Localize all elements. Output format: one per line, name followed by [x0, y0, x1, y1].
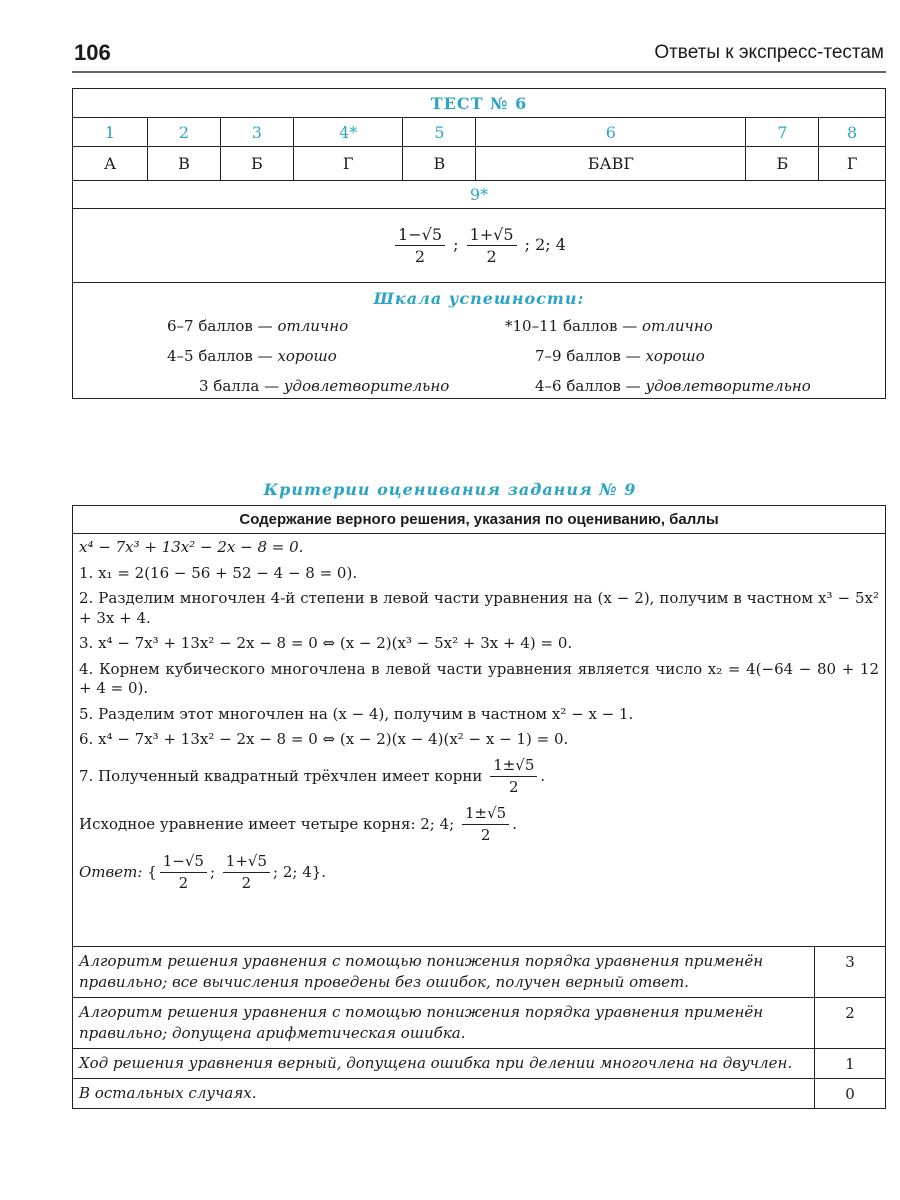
question-number: 3: [220, 118, 293, 147]
question-number: 5: [403, 118, 476, 147]
answer-cell: БАВГ: [476, 147, 746, 181]
task9-label: 9*: [73, 181, 886, 209]
scale-line: 4–6 баллов — удовлетворительно: [535, 377, 811, 395]
fraction: $\frac{1-√5}{2}$: [395, 225, 445, 266]
criteria-row: [73, 1049, 886, 1079]
answer-cell: В: [403, 147, 476, 181]
solution-step: 4. Корнем кубического многочлена в левой части уравнения является число x₂ = 4(−64 − 80 + 12 + 4 = 0).: [79, 659, 879, 697]
criteria-row: [73, 1079, 886, 1109]
scale-line: 4–5 баллов — хорошо: [167, 347, 337, 365]
question-number: 7: [746, 118, 819, 147]
question-number: 2: [148, 118, 221, 147]
fraction: $\frac{1\pm√5}{2}$: [462, 804, 509, 846]
fraction: $\frac{1+√5}{2}$: [467, 225, 517, 266]
solution-step: 2. Разделим многочлен 4-й степени в левой части уравнения на (x − 2), получим в частном x³ − 5x² + 3x + 4.: [79, 589, 879, 627]
answer-cell: В: [148, 147, 221, 181]
solution-step: 5. Разделим этот многочлен на (x − 4), получим в частном x² − x − 1.: [79, 704, 634, 723]
criteria-points: 3: [815, 947, 886, 998]
criteria-points: 1: [815, 1049, 886, 1079]
question-number: 6: [476, 118, 746, 147]
question-number: 8: [819, 118, 886, 147]
scale-line: 6–7 баллов — отлично: [167, 317, 349, 335]
criteria-points: 0: [815, 1079, 886, 1109]
question-number: 4*: [293, 118, 403, 147]
fraction: $\frac{1-√5}{2}$: [160, 852, 207, 894]
answer-cell: Б: [746, 147, 819, 181]
solution-roots: Исходное уравнение имеет четыре корня: 2; 4; $\frac{1\pm√5}{2}$ .: [79, 803, 518, 844]
test-title: ТЕСТ № 6: [73, 89, 886, 118]
criteria-text: Алгоритм решения уравнения с помощью понижения порядка уравнения применён правильно; все вычисления проведены без ошибок, получен верный ответ.: [73, 947, 815, 998]
solution-equation: x⁴ − 7x³ + 13x² − 2x − 8 = 0.: [79, 538, 304, 556]
criteria-row: [73, 947, 886, 998]
fraction: $\frac{1+√5}{2}$: [223, 852, 270, 894]
criteria-text: В остальных случаях.: [73, 1079, 815, 1109]
solution-step: 1. x₁ = 2(16 − 56 + 52 − 4 − 8 = 0).: [79, 563, 358, 582]
scale-line: 7–9 баллов — хорошо: [535, 347, 705, 365]
criteria-row: [73, 998, 886, 1049]
scale-title: Шкала успешности:: [373, 289, 585, 308]
header-rule: [72, 71, 886, 73]
criteria-title: Критерии оценивания задания № 9: [263, 480, 637, 499]
scale-line: *10–11 баллов — отлично: [505, 317, 713, 335]
solution-step: 7. Полученный квадратный трёхчлен имеет корни $\frac{1\pm√5}{2}$ .: [79, 755, 546, 796]
criteria-header: Содержание верного решения, указания по оцениванию, баллы: [73, 506, 886, 534]
solution-answer: Ответ: { $\frac{1-√5}{2}$ ; $\frac{1+√5}{2}$ ; 2; 4}.: [79, 851, 327, 892]
question-numbers-row: [73, 118, 886, 147]
solution-step: 3. x⁴ − 7x³ + 13x² − 2x − 8 = 0 ⇔ (x − 2)(x³ − 5x² + 3x + 4) = 0.: [79, 634, 573, 652]
criteria-points: 2: [815, 998, 886, 1049]
question-number: 1: [73, 118, 148, 147]
answer-cell: Г: [819, 147, 886, 181]
answer-cell: А: [73, 147, 148, 181]
criteria-text: Алгоритм решения уравнения с помощью понижения порядка уравнения применён правильно; допущена арифметическая ошибка.: [73, 998, 815, 1049]
solution-block: [73, 534, 886, 947]
running-header: Ответы к экспресс-тестам: [654, 42, 884, 63]
fraction: $\frac{1\pm√5}{2}$: [490, 756, 537, 798]
solution-step: 6. x⁴ − 7x³ + 13x² − 2x − 8 = 0 ⇔ (x − 2)(x − 4)(x² − x − 1) = 0.: [79, 730, 569, 748]
criteria-table: [72, 505, 886, 1109]
answer-cell: Б: [220, 147, 293, 181]
page-number: 106: [74, 40, 111, 65]
answers-table: [72, 88, 886, 399]
task9-answer: $\frac{1-√5}{2}$ ; $\frac{1+√5}{2}$ ; 2; 4: [73, 209, 886, 283]
success-scale: [73, 283, 886, 399]
answers-row: [73, 147, 886, 181]
scale-line: 3 балла — удовлетворительно: [199, 377, 450, 395]
answer-cell: Г: [293, 147, 403, 181]
criteria-text: Ход решения уравнения верный, допущена ошибка при делении многочлена на двучлен.: [73, 1049, 815, 1079]
